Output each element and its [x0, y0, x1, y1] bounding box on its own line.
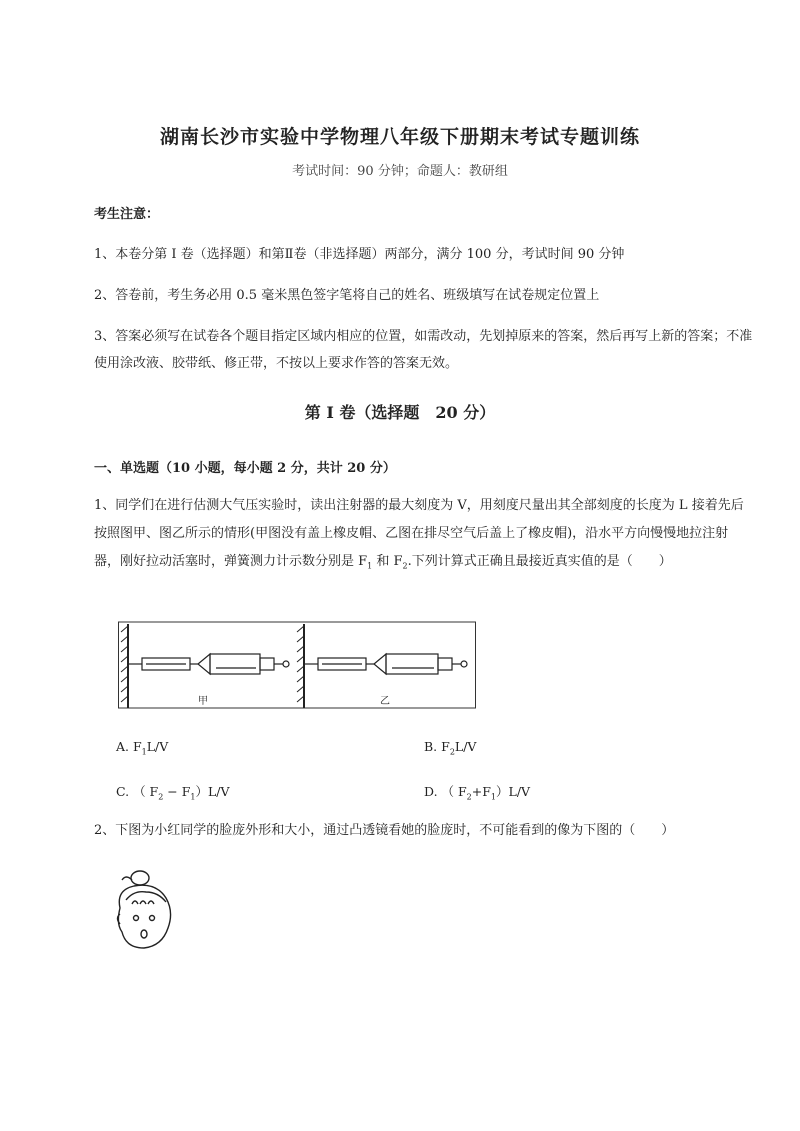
- figure-label-jia: 甲: [198, 696, 208, 707]
- option-b[interactable]: [424, 739, 476, 757]
- notice-item-1: 1、本卷分第 I 卷（选择题）和第Ⅱ卷（非选择题）两部分，满分 100 分，考试时间 90 分钟: [94, 247, 625, 262]
- subscript: 1: [367, 561, 373, 571]
- option-a-text: A. F: [116, 739, 142, 754]
- notice-heading: 考生注意：: [94, 207, 160, 222]
- option-b-text-end: L/V: [454, 739, 477, 754]
- figure-frame: [119, 622, 476, 708]
- subscript: 1: [141, 747, 147, 757]
- option-d[interactable]: [424, 782, 530, 802]
- question-2: 2、下图为小红同学的脸庞外形和大小，通过凸透镜看她的脸庞时，不可能看到的像为下图的（ ）: [94, 823, 675, 838]
- option-c[interactable]: [116, 782, 230, 802]
- girl-face-figure: [112, 868, 180, 954]
- right-eye: [150, 916, 155, 921]
- syringe-experiment-figure: [118, 618, 476, 710]
- hair-bun: [131, 871, 149, 885]
- option-b-text: B. F: [424, 739, 450, 754]
- option-c-text-end: ）L/V: [195, 784, 230, 799]
- question-1-text-and: 和 F: [372, 554, 403, 569]
- page-title: 湖南长沙市实验中学物理八年级下册期末考试专题训练: [159, 126, 640, 148]
- notice-item-3: 3、答案必须写在试卷各个题目指定区域内相应的位置，如需改动，先划掉原来的答案，然后再写上新的答案；不准使用涂改液、胶带纸、修正带，不按以上要求作答的答案无效。: [94, 329, 753, 371]
- subscript: 1: [190, 792, 196, 802]
- option-a-text-end: L/V: [146, 739, 169, 754]
- option-d-text: D. （ F: [424, 784, 467, 799]
- question-1: [94, 492, 754, 581]
- option-c-text-mid: − F: [163, 784, 191, 799]
- mouth: [141, 930, 147, 938]
- subscript: 2: [158, 792, 164, 802]
- hair-bangs: [126, 892, 166, 902]
- part-heading: 一、单选题（10 小题，每小题 2 分，共计 20 分）: [94, 461, 396, 476]
- wall-hatching-left: [121, 626, 128, 702]
- option-d-text-end: ）L/V: [496, 784, 531, 799]
- option-c-text: C. （ F: [116, 784, 159, 799]
- spring-scale-jia: [128, 654, 289, 674]
- subscript: 2: [449, 747, 455, 757]
- exam-info: 考试时间：90 分钟；命题人：教研组: [292, 164, 508, 179]
- option-d-text-mid: +F: [471, 784, 491, 799]
- hair-curls: [132, 901, 154, 904]
- question-1-text-end: .下列计算式正确且最接近真实值的是（ ）: [407, 554, 672, 569]
- wall-hatching-middle: [297, 626, 304, 702]
- notice-item-2: 2、答卷前，考生务必用 0.5 毫米黑色签字笔将自己的姓名、班级填写在试卷规定位置上: [94, 288, 600, 303]
- subscript: 1: [490, 792, 497, 802]
- subscript: 2: [402, 561, 408, 571]
- subscript: 2: [466, 792, 472, 802]
- section-title: 第 I 卷（选择题 20 分）: [304, 403, 496, 422]
- left-eye: [134, 916, 139, 921]
- figure-label-yi: 乙: [380, 696, 390, 707]
- option-a[interactable]: [116, 739, 168, 757]
- spring-scale-yi: [304, 654, 467, 674]
- question-1-text: 1、同学们在进行估测大气压实验时，读出注射器的最大刻度为 V，用刻度尺量出其全部刻度的长度为 L 接着先后按照图甲、图乙所示的情形(甲图没有盖上橡皮帽、乙图在排尽空气后盖上了橡皮帽)，沿水平方向慢慢地拉注射器，刚好拉动活塞时，弹簧测力计示数分别是 F: [94, 498, 744, 569]
